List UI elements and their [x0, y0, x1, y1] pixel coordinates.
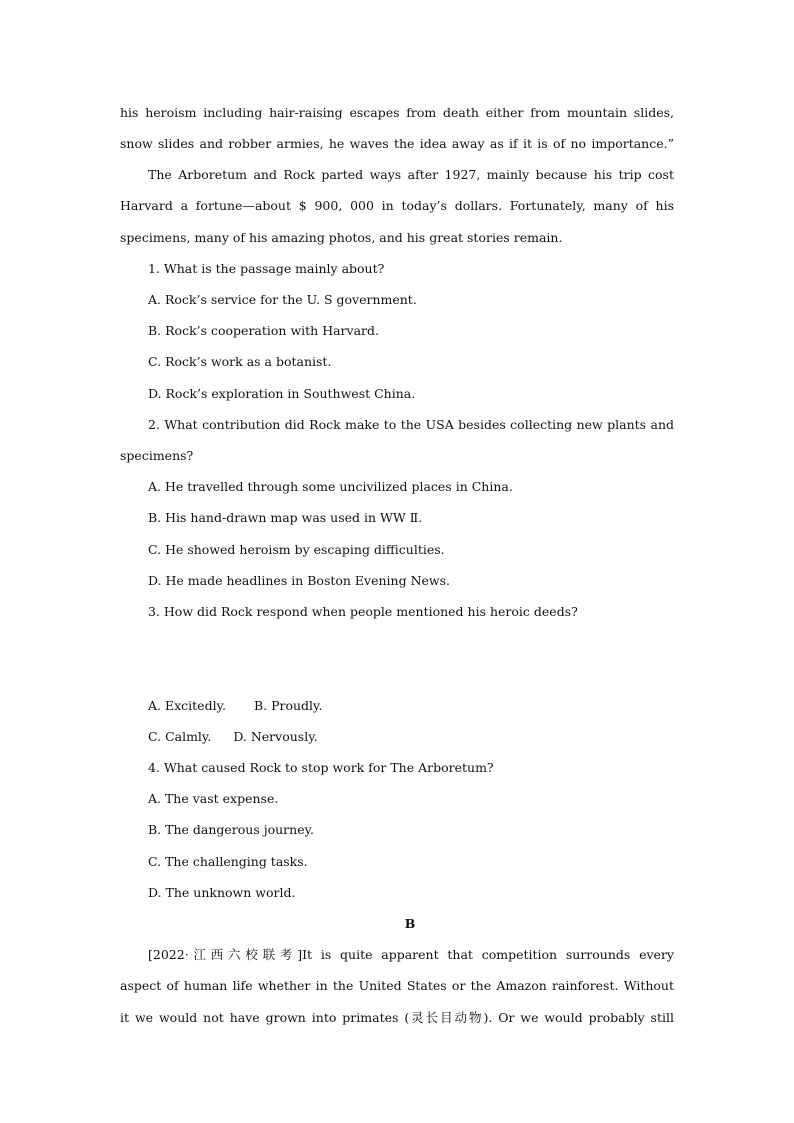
question-2-stem: 2. What contribution did Rock make to the USA besides collecting new plants and: [148, 417, 674, 432]
section-b-line: aspect of human life whether in the United States or the Amazon rainforest. Without: [120, 978, 674, 993]
question-2-option-a: A. He travelled through some uncivilized places in China.: [148, 479, 513, 494]
question-2-option-c: C. He showed heroism by escaping difficulties.: [148, 542, 445, 557]
question-3-stem: 3. How did Rock respond when people mentioned his heroic deeds?: [148, 604, 578, 619]
section-b-line: it we would not have grown into primates (灵长目动物). Or we would probably still: [120, 1010, 674, 1025]
question-4-option-b: B. The dangerous journey.: [148, 822, 314, 837]
question-3-option-c: C. Calmly.: [148, 729, 212, 744]
question-1-option-c: C. Rock’s work as a botanist.: [148, 354, 332, 369]
question-4-option-d: D. The unknown world.: [148, 885, 296, 900]
section-b-heading: B: [404, 916, 416, 931]
question-2-option-d: D. He made headlines in Boston Evening News.: [148, 573, 451, 588]
question-2-stem-cont: specimens?: [120, 448, 194, 463]
passage-a-line: specimens, many of his amazing photos, and his great stories remain.: [120, 230, 563, 245]
question-4-option-c: C. The challenging tasks.: [148, 854, 308, 869]
question-3-option-b: B. Proudly.: [253, 698, 323, 713]
passage-a-paragraph-start: The Arboretum and Rock parted ways after 1927, mainly because his trip cost: [148, 167, 674, 182]
question-2-option-b: B. His hand-drawn map was used in WW Ⅱ.: [148, 510, 423, 525]
question-3-options-row-2: [148, 729, 318, 745]
question-1-option-b: B. Rock’s cooperation with Harvard.: [148, 323, 379, 338]
question-1-stem: 1. What is the passage mainly about?: [148, 261, 385, 276]
question-3-option-d: D. Nervously.: [233, 729, 318, 744]
question-3-options-row-1: [148, 698, 322, 714]
question-1-option-d: D. Rock’s exploration in Southwest China.: [148, 386, 416, 401]
question-3-option-a: A. Excitedly.: [148, 698, 226, 713]
passage-a-line: snow slides and robber armies, he waves the idea away as if it is of no importance.”: [120, 136, 674, 151]
passage-a-line: Harvard a fortune—about $ 900, 000 in today’s dollars. Fortunately, many of his: [120, 198, 674, 213]
passage-a-line: his heroism including hair-raising escapes from death either from mountain slides,: [120, 105, 674, 120]
section-b-line: [2022·江西六校联考]It is quite apparent that competition surrounds every: [148, 947, 674, 962]
question-4-stem: 4. What caused Rock to stop work for The Arboretum?: [148, 760, 494, 775]
question-4-option-a: A. The vast expense.: [148, 791, 279, 806]
question-1-option-a: A. Rock’s service for the U. S government.: [148, 292, 417, 307]
